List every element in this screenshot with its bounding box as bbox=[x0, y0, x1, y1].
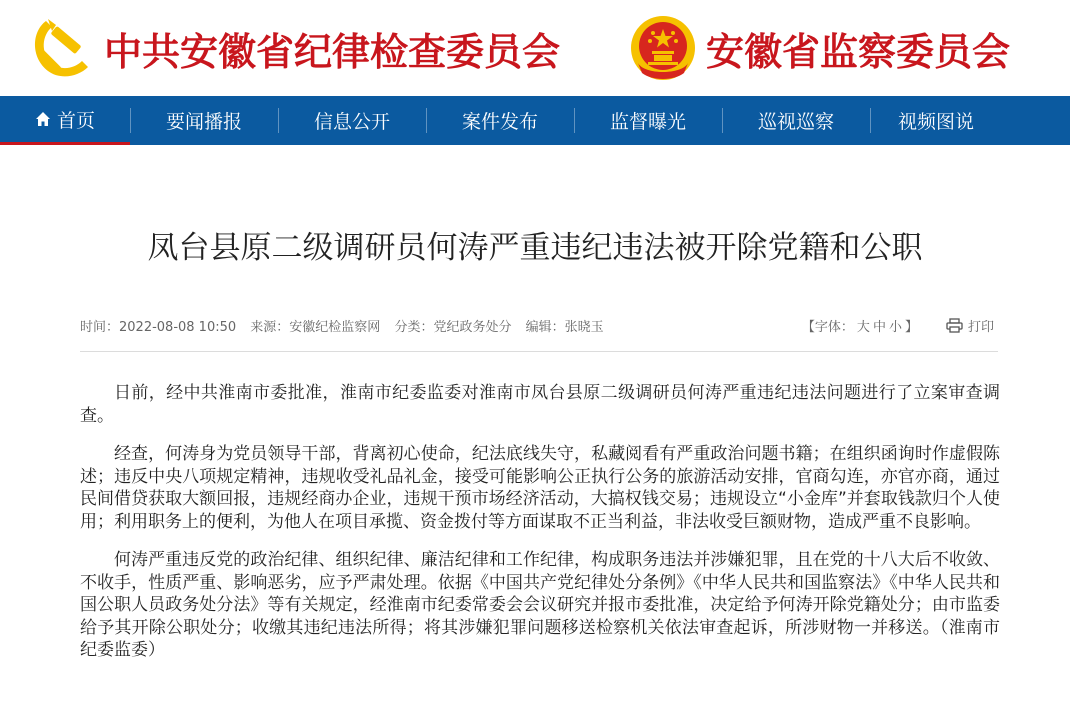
article-meta bbox=[80, 316, 998, 336]
meta-tools bbox=[802, 316, 994, 335]
nav-item-home[interactable] bbox=[0, 96, 130, 145]
left-org-name: 中共安徽省纪律检查委员会 bbox=[104, 28, 561, 74]
left-org-banner[interactable] bbox=[26, 6, 560, 90]
nav-item-label: 视频图说 bbox=[898, 111, 975, 133]
main-nav bbox=[0, 96, 1070, 145]
meta-divider bbox=[80, 351, 998, 352]
nav-item-inspection[interactable] bbox=[722, 96, 870, 145]
meta-source: 来源：安徽纪检监察网 bbox=[250, 320, 381, 335]
font-size-medium-link[interactable]: 中 bbox=[872, 320, 886, 335]
site-header bbox=[0, 0, 1070, 96]
article-paragraph: 经查，何涛身为党员领导干部，背离初心使命，纪法底线失守，私藏阅看有严重政治问题书籍；在组织函询时作虚假陈述；违反中央八项规定精神，违规收受礼品礼金，接受可能影响公正执行公务的旅游活动安排，官商勾连，亦官亦商，通过民间借贷获取大额回报，违规经商办企业，违规干预市场经济活动，大搞权钱交易；违规设立“小金库”并套取钱款归个人使用；利用职务上的便利，为他人在项目承揽、资金拨付等方面谋取不正当利益，非法收受巨额财物，造成严重不良影响。 bbox=[80, 444, 1000, 532]
meta-time: 时间：2022-08-08 10:50 bbox=[80, 320, 237, 335]
nav-item-label: 首页 bbox=[56, 109, 95, 132]
font-size-label-close: 】 bbox=[904, 320, 918, 335]
font-size-selector bbox=[802, 316, 918, 335]
nav-item-label: 要闻播报 bbox=[165, 111, 242, 133]
meta-editor: 编辑：张晓玉 bbox=[525, 320, 604, 335]
nav-item-video[interactable] bbox=[870, 96, 1070, 145]
nav-item-label: 监督曝光 bbox=[609, 111, 686, 133]
nav-item-supervision-exposure[interactable] bbox=[574, 96, 722, 145]
print-button[interactable] bbox=[946, 316, 994, 335]
meta-info bbox=[80, 316, 614, 335]
print-label: 打印 bbox=[967, 320, 994, 335]
article-paragraph: 日前，经中共淮南市委批准，淮南市纪委监委对淮南市凤台县原二级调研员何涛严重违纪违法问题进行了立案审查调查。 bbox=[80, 383, 1000, 426]
national-emblem-icon bbox=[628, 13, 698, 83]
home-icon bbox=[35, 111, 51, 127]
nav-item-case-release[interactable] bbox=[426, 96, 574, 145]
hammer-sickle-icon bbox=[26, 13, 96, 83]
right-org-name: 安徽省监察委员会 bbox=[706, 28, 1011, 74]
nav-item-label: 信息公开 bbox=[313, 111, 390, 133]
nav-item-info-disclosure[interactable] bbox=[278, 96, 426, 145]
nav-item-news[interactable] bbox=[130, 96, 278, 145]
font-size-large-link[interactable]: 大 bbox=[856, 320, 870, 335]
right-org-banner[interactable] bbox=[628, 6, 1010, 90]
article-body bbox=[80, 382, 1000, 678]
meta-category: 分类：党纪政务处分 bbox=[394, 320, 512, 335]
article-title: 凤台县原二级调研员何涛严重违纪违法被开除党籍和公职 bbox=[147, 230, 923, 266]
printer-icon bbox=[946, 318, 963, 333]
article-paragraph: 何涛严重违反党的政治纪律、组织纪律、廉洁纪律和工作纪律，构成职务违法并涉嫌犯罪，且在党的十八大后不收敛、不收手，性质严重、影响恶劣，应予严肃处理。依据《中国共产党纪律处分条例》《中华人民共和国监察法》《中华人民共和国公职人员政务处分法》等有关规定，经淮南市纪委常委会会议研究并报市委批准，决定给予何涛开除党籍处分；由市监委给予其开除公职处分；收缴其违纪违法所得；将其涉嫌犯罪问题移送检察机关依法审查起诉，所涉财物一并移送。（淮南市纪委监委） bbox=[80, 550, 1000, 660]
font-size-label-open: 【字体： bbox=[801, 320, 854, 335]
nav-item-label: 巡视巡察 bbox=[757, 111, 834, 133]
nav-item-label: 案件发布 bbox=[461, 111, 538, 133]
font-size-small-link[interactable]: 小 bbox=[888, 320, 902, 335]
